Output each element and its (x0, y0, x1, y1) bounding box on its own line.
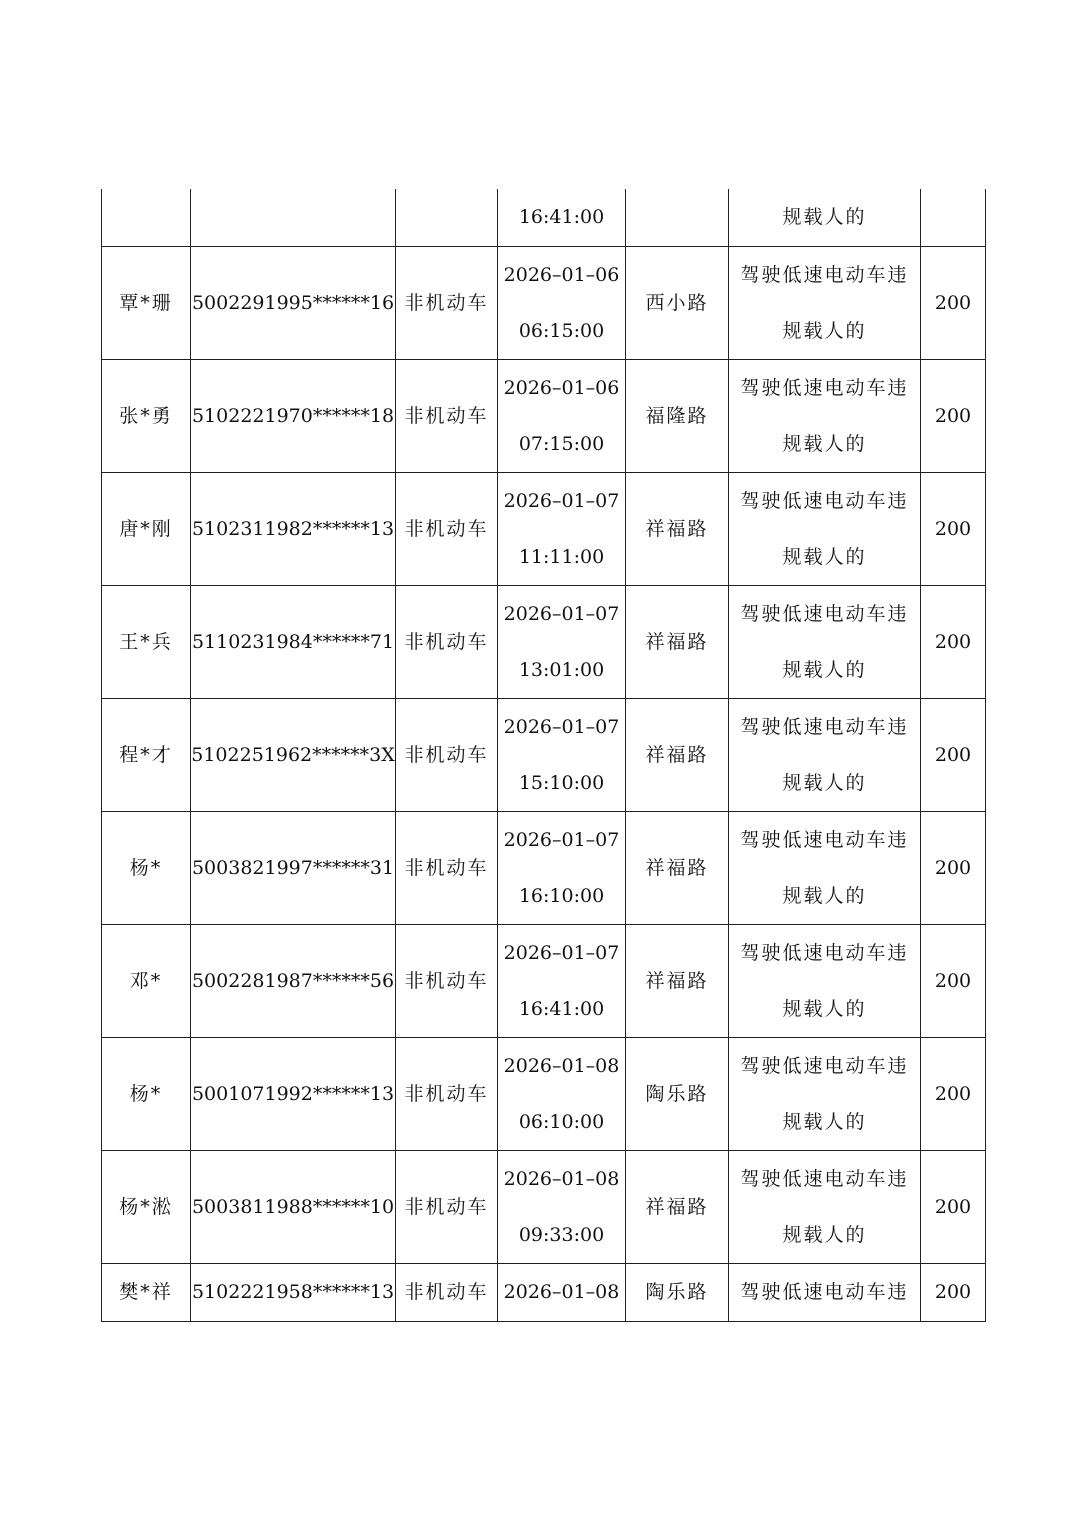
datetime-cell (498, 1151, 626, 1264)
date-text: 2026–01–06 (503, 264, 620, 286)
violation-line-2: 规载人的 (782, 772, 867, 794)
name-cell: 唐*刚 (102, 473, 191, 586)
datetime-cell (498, 247, 626, 360)
table-body (102, 189, 986, 247)
road-cell: 陶乐路 (626, 1264, 729, 1322)
datetime-cell (498, 586, 626, 699)
id-cell: 5002281987******56 (191, 925, 396, 1038)
violation-line-2: 规载人的 (782, 998, 867, 1020)
violation-line-1: 驾驶低速电动车违 (740, 829, 909, 851)
name-cell: 杨* (102, 1038, 191, 1151)
time-text: 09:33:00 (518, 1224, 605, 1246)
fine-cell: 200 (921, 586, 986, 699)
violation-cell (729, 1151, 921, 1264)
fine-cell: 200 (921, 812, 986, 925)
table-row (102, 586, 986, 699)
table-row (102, 247, 986, 360)
date-text: 2026–01–06 (503, 377, 620, 399)
road-cell: 祥福路 (626, 1151, 729, 1264)
violation-line-2: 规载人的 (782, 1111, 867, 1133)
road-cell (626, 189, 729, 247)
table-row (102, 1038, 986, 1151)
table-row (102, 473, 986, 586)
id-cell: 5102221970******18 (191, 360, 396, 473)
date-text: 2026–01–08 (503, 1055, 620, 1077)
id-cell: 5003811988******10 (191, 1151, 396, 1264)
date-cell: 2026–01–08 (498, 1264, 626, 1322)
fine-cell: 200 (921, 925, 986, 1038)
time-text: 07:15:00 (518, 433, 605, 455)
vehicle-cell: 非机动车 (396, 360, 498, 473)
violation-line-2: 规载人的 (782, 546, 867, 568)
violation-line-1: 驾驶低速电动车违 (740, 490, 909, 512)
fine-cell: 200 (921, 1038, 986, 1151)
fine-cell: 200 (921, 1264, 986, 1322)
violation-cell (729, 360, 921, 473)
fine-cell (921, 189, 986, 247)
vehicle-cell: 非机动车 (396, 812, 498, 925)
violation-cell (729, 1038, 921, 1151)
date-text: 2026–01–07 (503, 603, 620, 625)
table-row (102, 1264, 986, 1322)
date-text: 2026–01–07 (503, 716, 620, 738)
table-row (102, 1151, 986, 1264)
violation-line-1: 驾驶低速电动车违 (740, 1168, 909, 1190)
violation-cell: 驾驶低速电动车违 (729, 1264, 921, 1322)
violation-cell (729, 699, 921, 812)
fine-cell: 200 (921, 360, 986, 473)
name-cell: 樊*祥 (102, 1264, 191, 1322)
table-row (102, 360, 986, 473)
violation-line-2: 规载人的 (782, 885, 867, 907)
id-cell: 5110231984******71 (191, 586, 396, 699)
fine-cell: 200 (921, 473, 986, 586)
record-rows (102, 247, 986, 1264)
vehicle-cell (396, 189, 498, 247)
name-cell: 王*兵 (102, 586, 191, 699)
table-row (102, 925, 986, 1038)
vehicle-cell: 非机动车 (396, 925, 498, 1038)
date-text: 2026–01–07 (503, 942, 620, 964)
table-row (102, 812, 986, 925)
violation-cell (729, 586, 921, 699)
fine-cell: 200 (921, 1151, 986, 1264)
time-text: 16:10:00 (518, 885, 605, 907)
road-cell: 西小路 (626, 247, 729, 360)
datetime-cell (498, 925, 626, 1038)
time-text: 06:10:00 (518, 1111, 605, 1133)
id-cell: 5002291995******16 (191, 247, 396, 360)
violation-cell (729, 247, 921, 360)
vehicle-cell: 非机动车 (396, 247, 498, 360)
road-cell: 祥福路 (626, 812, 729, 925)
id-cell (191, 189, 396, 247)
violation-records-table (101, 189, 986, 1322)
violation-line-2: 规载人的 (782, 433, 867, 455)
datetime-cell (498, 812, 626, 925)
road-cell: 祥福路 (626, 699, 729, 812)
time-text: 13:01:00 (518, 659, 605, 681)
violation-cell: 规载人的 (729, 189, 921, 247)
id-cell: 5001071992******13 (191, 1038, 396, 1151)
violation-line-1: 驾驶低速电动车违 (740, 942, 909, 964)
violation-line-2: 规载人的 (782, 320, 867, 342)
violation-cell (729, 925, 921, 1038)
table-row (102, 699, 986, 812)
road-cell: 陶乐路 (626, 1038, 729, 1151)
time-text: 16:41:00 (518, 998, 605, 1020)
name-cell (102, 189, 191, 247)
name-cell: 杨*淞 (102, 1151, 191, 1264)
violation-line-1: 驾驶低速电动车违 (740, 264, 909, 286)
date-text: 2026–01–07 (503, 829, 620, 851)
vehicle-cell: 非机动车 (396, 473, 498, 586)
fine-cell: 200 (921, 247, 986, 360)
violation-line-1: 驾驶低速电动车违 (740, 377, 909, 399)
violation-cell (729, 812, 921, 925)
id-cell: 5003821997******31 (191, 812, 396, 925)
datetime-cell (498, 360, 626, 473)
road-cell: 祥福路 (626, 473, 729, 586)
last-row-body (102, 1264, 986, 1322)
continuation-row (102, 189, 986, 247)
violation-line-1: 驾驶低速电动车违 (740, 603, 909, 625)
name-cell: 程*才 (102, 699, 191, 812)
datetime-cell (498, 699, 626, 812)
road-cell: 祥福路 (626, 586, 729, 699)
vehicle-cell: 非机动车 (396, 1151, 498, 1264)
violation-line-1: 驾驶低速电动车违 (740, 716, 909, 738)
road-cell: 福隆路 (626, 360, 729, 473)
road-cell: 祥福路 (626, 925, 729, 1038)
name-cell: 覃*珊 (102, 247, 191, 360)
name-cell: 杨* (102, 812, 191, 925)
vehicle-cell: 非机动车 (396, 586, 498, 699)
violation-line-1: 驾驶低速电动车违 (740, 1055, 909, 1077)
name-cell: 张*勇 (102, 360, 191, 473)
vehicle-cell: 非机动车 (396, 1264, 498, 1322)
id-cell: 5102221958******13 (191, 1264, 396, 1322)
date-text: 2026–01–07 (503, 490, 620, 512)
time-cell: 16:41:00 (498, 189, 626, 247)
vehicle-cell: 非机动车 (396, 1038, 498, 1151)
datetime-cell (498, 473, 626, 586)
datetime-cell (498, 1038, 626, 1151)
time-text: 11:11:00 (518, 546, 605, 568)
name-cell: 邓* (102, 925, 191, 1038)
id-cell: 5102311982******13 (191, 473, 396, 586)
time-text: 15:10:00 (518, 772, 605, 794)
vehicle-cell: 非机动车 (396, 699, 498, 812)
date-text: 2026–01–08 (503, 1168, 620, 1190)
violation-line-2: 规载人的 (782, 1224, 867, 1246)
fine-cell: 200 (921, 699, 986, 812)
time-text: 06:15:00 (518, 320, 605, 342)
id-cell: 5102251962******3X (191, 699, 396, 812)
violation-cell (729, 473, 921, 586)
violation-line-2: 规载人的 (782, 659, 867, 681)
